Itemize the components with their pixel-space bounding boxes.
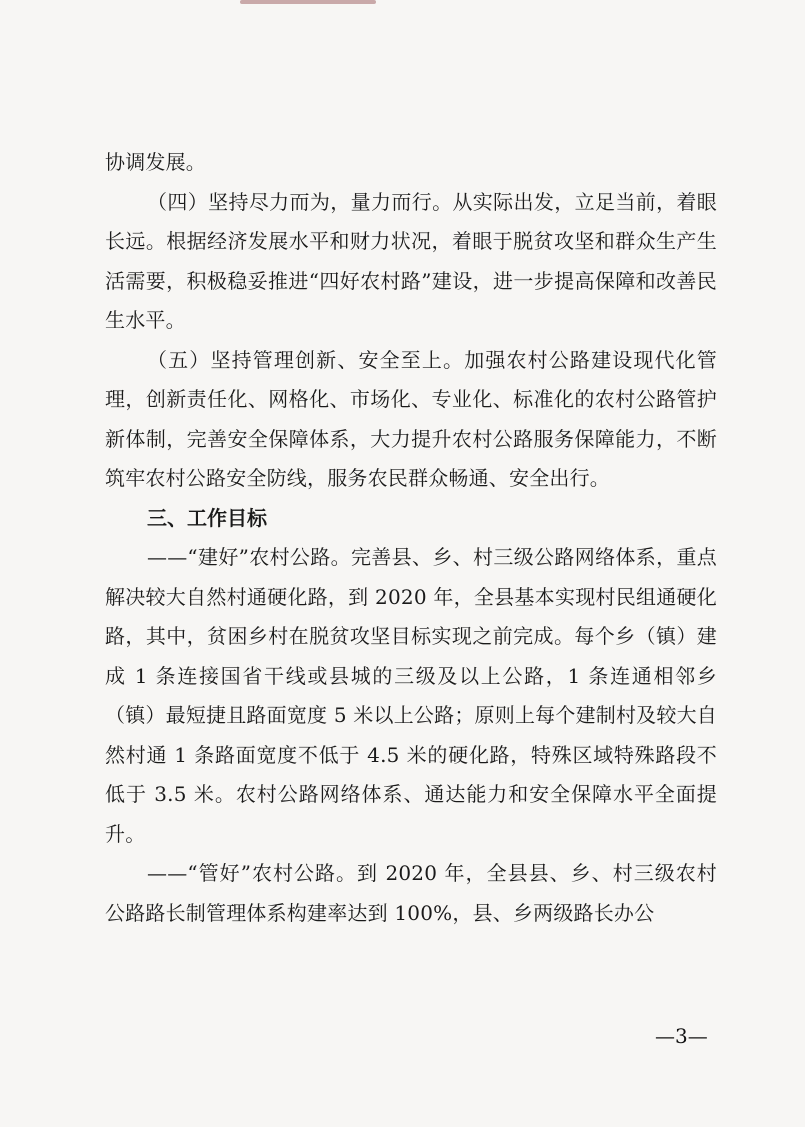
paragraph-principle-five: （五）坚持管理创新、安全至上。加强农村公路建设现代化管理，创新责任化、网格化、市场化、专业化、标准化的农村公路管护新体制，完善安全保障体系，大力提升农村公路服务保障能力，不断筑牢农村公路安全防线，服务农民群众畅通、安全出行。 — [105, 347, 717, 490]
top-edge-mark — [240, 0, 376, 4]
paragraph-principle-four: （四）坚持尽力而为，量力而行。从实际出发，立足当前，着眼长远。根据经济发展水平和财力状况，着眼于脱贫攻坚和群众生产生活需要，积极稳妥推进“四好农村路”建设，进一步提高保障和改善民生水平。 — [105, 189, 717, 332]
paragraph-manage-goal: ——“管好”农村公路。到 2020 年，全县县、乡、村三级农村公路路长制管理体系构建率达到 100%，县、乡两级路长办公 — [105, 861, 717, 925]
section-heading: 三、工作目标 — [147, 505, 267, 530]
page-number: —3— — [655, 1024, 708, 1048]
paragraph-continuation: 协调发展。 — [105, 150, 206, 174]
document-body — [105, 143, 717, 933]
paragraph-build-goal: ——“建好”农村公路。完善县、乡、村三级公路网络体系，重点解决较大自然村通硬化路，到 2020 年，全县基本实现村民组通硬化路，其中，贫困乡村在脱贫攻坚目标实现之前完成。每个乡（镇）建成 1 条连接国省干线或县城的三级及以上公路，1 条连通相邻乡（镇）最短捷且路面宽度 5 米以上公路；原则上每个建制村及较大自然村通 1 条路面宽度不低于 4.5 米的硬化路，特殊区域特殊路段不低于 3.5 米。农村公路网络体系、通达能力和安全保障水平全面提升。 — [105, 545, 717, 846]
